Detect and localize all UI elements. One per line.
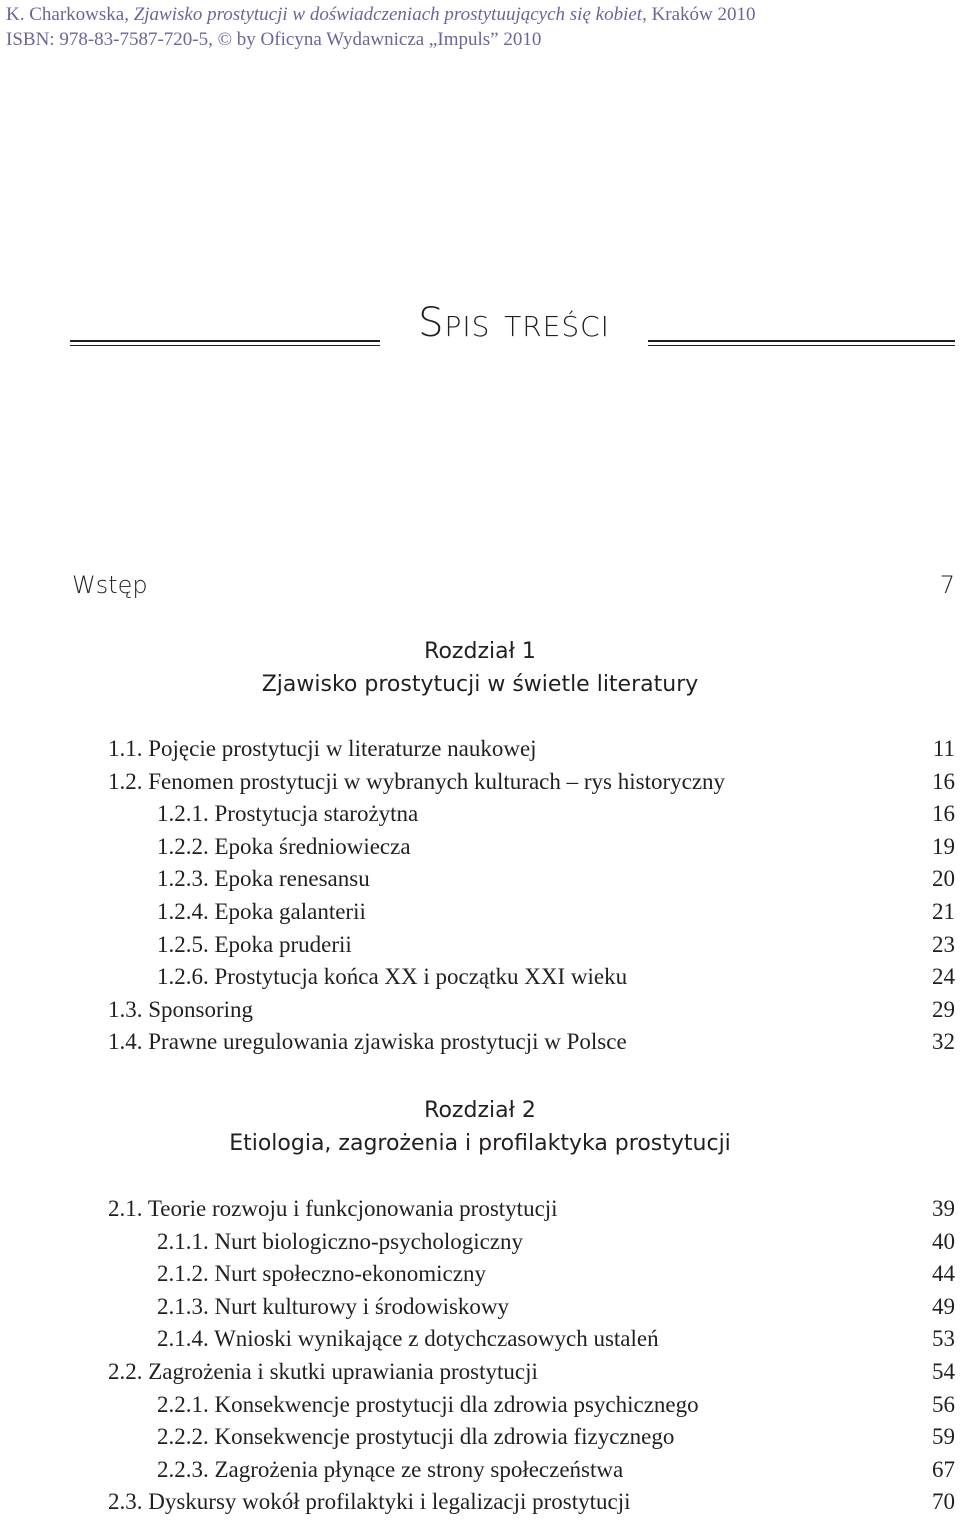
toc-entry-page: 20 bbox=[903, 863, 955, 895]
toc-entry-label: 2.1.1. Nurt biologiczno-psychologiczny bbox=[157, 1226, 526, 1258]
toc-entry-label: 1.2.3. Epoka renesansu bbox=[157, 863, 373, 895]
toc-entry-page: 39 bbox=[903, 1193, 955, 1225]
citation-line bbox=[6, 2, 756, 27]
toc-entry-page: 53 bbox=[903, 1323, 955, 1355]
toc-entry-page: 23 bbox=[903, 929, 955, 961]
toc-entry-label: 2.2.2. Konsekwencje prostytucji dla zdrowia fizycznego bbox=[157, 1421, 677, 1453]
toc-entry-label: 2.2.3. Zagrożenia płynące ze strony społeczeństwa bbox=[157, 1454, 626, 1486]
toc-entry[interactable] bbox=[108, 1486, 955, 1518]
chapter-2-subtitle: Etiologia, zagrożenia i profilaktyka prostytucji bbox=[229, 1131, 731, 1156]
toc-entry-page: 54 bbox=[903, 1356, 955, 1388]
toc-entry-page: 7 bbox=[903, 569, 955, 601]
toc-entry[interactable] bbox=[108, 766, 955, 798]
toc-entry-page: 11 bbox=[903, 733, 955, 765]
toc-entry[interactable] bbox=[108, 733, 955, 765]
toc-entry-page: 16 bbox=[903, 766, 955, 798]
chapter-1-subtitle: Zjawisko prostytucji w świetle literatury bbox=[261, 672, 699, 697]
book-title-text: Zjawisko prostytucji w doświadczeniach prostytuujących się kobiet bbox=[133, 4, 643, 25]
toc-entry-label: 1.4. Prawne uregulowania zjawiska prostytucji w Polsce bbox=[108, 1026, 630, 1058]
toc-entry-label: 2.3. Dyskursy wokół profilaktyki i legalizacji prostytucji bbox=[108, 1486, 634, 1518]
isbn-line: ISBN: 978-83-7587-720-5, © by Oficyna Wydawnicza „Impuls” 2010 bbox=[6, 29, 542, 50]
page-header bbox=[6, 2, 756, 52]
toc-entry[interactable] bbox=[108, 994, 955, 1026]
toc-entry[interactable] bbox=[157, 896, 955, 928]
toc-entry-page: 44 bbox=[903, 1258, 955, 1290]
toc-entry-page: 21 bbox=[903, 896, 955, 928]
toc-entry[interactable] bbox=[108, 1193, 955, 1225]
toc-entry-page: 32 bbox=[903, 1026, 955, 1058]
toc-entry[interactable] bbox=[157, 863, 955, 895]
toc-entry-page: 67 bbox=[903, 1454, 955, 1486]
toc-entry-label: 2.1.2. Nurt społeczno-ekonomiczny bbox=[157, 1258, 489, 1290]
toc-entry-page: 24 bbox=[903, 961, 955, 993]
toc-entry[interactable] bbox=[157, 929, 955, 961]
author-text: K. Charkowska, bbox=[6, 4, 134, 25]
toc-entry-label: 1.1. Pojęcie prostytucji w literaturze naukowej bbox=[108, 733, 540, 765]
toc-entry[interactable] bbox=[157, 961, 955, 993]
toc-entry-page: 59 bbox=[903, 1421, 955, 1453]
toc-entry-label: 2.1.3. Nurt kulturowy i środowiskowy bbox=[157, 1291, 512, 1323]
toc-entry-page: 49 bbox=[903, 1291, 955, 1323]
toc-entry-page: 16 bbox=[903, 798, 955, 830]
toc-entry[interactable] bbox=[157, 1226, 955, 1258]
toc-entry-page: 56 bbox=[903, 1389, 955, 1421]
toc-entry-page: 19 bbox=[903, 831, 955, 863]
title-rule-right bbox=[648, 340, 955, 346]
toc-entry[interactable] bbox=[157, 1258, 955, 1290]
toc-entry-intro[interactable] bbox=[72, 569, 955, 601]
toc-entry-label: 1.2. Fenomen prostytucji w wybranych kulturach – rys historyczny bbox=[108, 766, 728, 798]
toc-entry[interactable] bbox=[157, 1454, 955, 1486]
toc-entry-page: 40 bbox=[903, 1226, 955, 1258]
toc-entry[interactable] bbox=[157, 1323, 955, 1355]
toc-entry-label: 1.2.2. Epoka średniowiecza bbox=[157, 831, 414, 863]
toc-entry[interactable] bbox=[157, 1291, 955, 1323]
toc-entry-page: 29 bbox=[903, 994, 955, 1026]
toc-entry-label: 1.2.1. Prostytucja starożytna bbox=[157, 798, 421, 830]
chapter-1-heading: Rozdział 1 bbox=[424, 639, 536, 664]
toc-entry-page: 70 bbox=[903, 1486, 955, 1518]
toc-entry[interactable] bbox=[157, 1389, 955, 1421]
toc-entry[interactable] bbox=[157, 831, 955, 863]
title-row bbox=[70, 300, 955, 360]
title-rule-left bbox=[70, 340, 380, 346]
toc-entry-label: 1.2.6. Prostytucja końca XX i początku XXI wieku bbox=[157, 961, 630, 993]
page-title: Spis treści bbox=[418, 300, 610, 346]
toc-entry[interactable] bbox=[108, 1026, 955, 1058]
toc-entry-label: Wstęp bbox=[72, 569, 151, 601]
toc-entry-label: 1.2.5. Epoka pruderii bbox=[157, 929, 355, 961]
toc-entry[interactable] bbox=[157, 798, 955, 830]
toc-entry-label: 1.2.4. Epoka galanterii bbox=[157, 896, 369, 928]
toc-entry-label: 2.1.4. Wnioski wynikające z dotychczasowych ustaleń bbox=[157, 1323, 662, 1355]
toc-entry-label: 2.2.1. Konsekwencje prostytucji dla zdrowia psychicznego bbox=[157, 1389, 702, 1421]
toc-entry[interactable] bbox=[157, 1421, 955, 1453]
place-year-text: , Kraków 2010 bbox=[642, 4, 756, 25]
toc-entry-label: 1.3. Sponsoring bbox=[108, 994, 256, 1026]
chapter-2-heading: Rozdział 2 bbox=[424, 1098, 536, 1123]
toc-entry[interactable] bbox=[108, 1356, 955, 1388]
toc-entry-label: 2.1. Teorie rozwoju i funkcjonowania prostytucji bbox=[108, 1193, 561, 1225]
toc-entry-label: 2.2. Zagrożenia i skutki uprawiania prostytucji bbox=[108, 1356, 541, 1388]
